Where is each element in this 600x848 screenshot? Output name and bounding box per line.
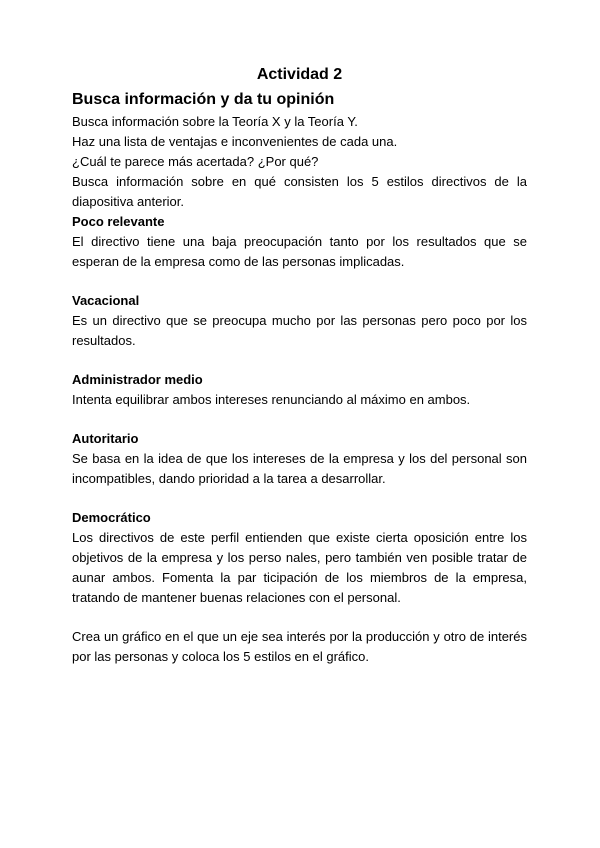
intro-line-2: Haz una lista de ventajas e inconvenientes de cada una. — [72, 134, 398, 149]
section-heading-vacacional: Vacacional — [72, 293, 140, 308]
section-body-democratico: Los directivos de este perfil entienden que existe cierta oposición entre los objetivos de la empresa y los perso nales, pero también ven posible tratar de aunar ambos. Fomenta la par ticipación de los miembros de la empresa, tratando de mantener buenas relaciones con el personal. — [72, 530, 527, 605]
section-heading-poco-relevante: Poco relevante — [72, 214, 165, 229]
section-body-vacacional: Es un directivo que se preocupa mucho por las personas pero poco por los resultados. — [72, 313, 527, 348]
main-heading: Busca información y da tu opinión — [72, 91, 335, 108]
intro-line-1: Busca información sobre la Teoría X y la Teoría Y. — [72, 114, 358, 129]
section-heading-autoritario: Autoritario — [72, 431, 139, 446]
closing-paragraph: Crea un gráfico en el que un eje sea interés por la producción y otro de interés por las personas y coloca los 5 estilos en el gráfico. — [72, 629, 527, 664]
section-body-autoritario: Se basa en la idea de que los intereses de la empresa y los del personal son incompatibles, dando prioridad a la tarea a desarrollar. — [72, 451, 527, 486]
intro-line-4: Busca información sobre en qué consisten los 5 estilos directivos de la diapositiva anterior. — [72, 174, 527, 209]
document-title: Actividad 2 — [256, 66, 343, 83]
intro-line-3: ¿Cuál te parece más acertada? ¿Por qué? — [72, 154, 319, 169]
section-heading-democratico: Democrático — [72, 510, 151, 525]
section-body-poco-relevante: El directivo tiene una baja preocupación tanto por los resultados que se esperan de la empresa como de las personas implicadas. — [72, 234, 527, 269]
section-body-administrador-medio: Intenta equilibrar ambos intereses renunciando al máximo en ambos. — [72, 392, 471, 407]
section-heading-administrador-medio: Administrador medio — [72, 372, 203, 387]
